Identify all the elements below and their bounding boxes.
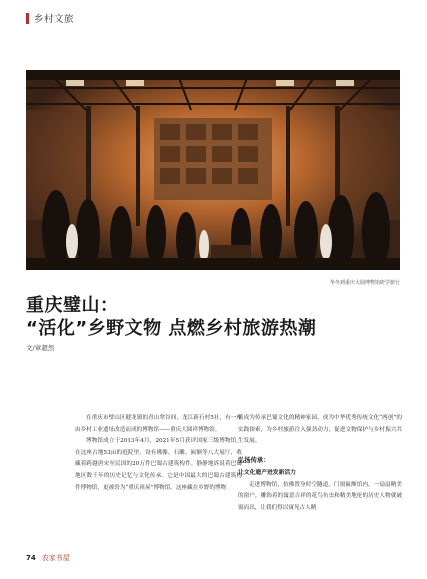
section-tag [26,11,74,25]
section-label: 乡村文旅 [34,14,75,25]
article-title-line2: “活化”乡野文物 点燃乡村旅游热潮 [26,318,317,339]
article-photo [26,70,400,270]
magazine-name: 农家书屋 [41,554,70,562]
section-subheading: 让文化遗产迸发新活力 [238,469,296,476]
body-paragraph: 在重庆市璧山区健龙镇的青山翠谷间，龙江新石村5社，有一座由乡村工业遗址改造而成的博物馆——重庆大圆祥博物馆。 [75,415,242,433]
body-column-right [238,413,402,515]
photo-caption: 华冬到重庆大圆博物馆研学旅行 [329,280,400,286]
page-number: 74 [26,554,36,562]
article-title-line1: 重庆璧山： [26,295,119,316]
body-paragraph: 博物馆成立于2013年4月，2021年5月获评国家三级博物馆。在这座占地53亩的庭院里，设有佛像、石雕、匾额等八大展厅，收藏着跨越唐宋至民国的20万件巴蜀古建筑构件。静静地诉说着巴蜀地区数千年的历史记忆与文化传承。它是中国最大的巴蜀古建筑构件博物馆，更被誉为“重庆祖屋”博物馆。这座藏在乡野的博物 [75,438,242,491]
body-paragraph-continued: 馆成为传承巴蜀文化的精神家园，成为中华优秀传统文化“两创”的实践探索，为乡村旅游注入强劲动力，促进文物保护与乡村振兴共生发展。 [238,415,402,445]
body-column-left [75,413,242,494]
section-heading: 弘扬传承： [238,456,270,464]
page-footer [26,553,70,563]
museum-hall-illustration [26,70,400,270]
body-paragraph: 走进博物馆，仿佛置身时空隧道。门窗匾额馆内，一扇扇精美的窗户，雕饰着的寓意吉祥的花鸟鱼虫和精美地伦的历史人物就破窗而出，让我们得以窥见古人精 [238,481,402,511]
article-author: 文/章超然 [26,344,55,352]
section-marker-bar [26,13,29,24]
